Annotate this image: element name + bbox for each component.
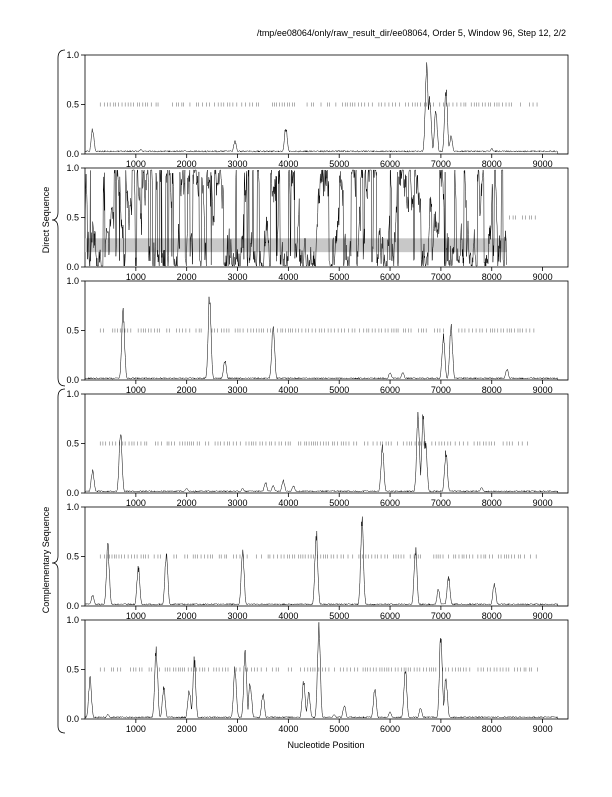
x-tick-label: 4000 bbox=[278, 611, 299, 621]
x-tick-label: 3000 bbox=[227, 272, 248, 282]
x-tick-label: 2000 bbox=[176, 385, 197, 395]
x-tick-label: 4000 bbox=[278, 272, 299, 282]
series-line bbox=[85, 412, 568, 493]
x-tick-label: 2000 bbox=[176, 724, 197, 734]
x-tick-label: 1000 bbox=[125, 272, 146, 282]
x-tick-label: 9000 bbox=[532, 385, 553, 395]
x-tick-label: 5000 bbox=[329, 272, 350, 282]
group-label-complementary: Complementary Sequence bbox=[41, 506, 51, 614]
brace-direct bbox=[52, 50, 65, 386]
y-tick-label: 0.5 bbox=[66, 325, 79, 336]
x-tick-label: 1000 bbox=[125, 159, 146, 169]
panel-frame bbox=[85, 394, 568, 493]
x-tick-label: 4000 bbox=[278, 159, 299, 169]
x-tick-label: 3000 bbox=[227, 724, 248, 734]
x-tick-label: 5000 bbox=[329, 385, 350, 395]
x-tick-label: 5000 bbox=[329, 724, 350, 734]
panel-6 bbox=[66, 615, 568, 734]
y-tick-label: 0.0 bbox=[66, 601, 79, 611]
panel-2 bbox=[66, 163, 568, 282]
x-tick-label: 6000 bbox=[380, 385, 401, 395]
series-line bbox=[85, 297, 568, 380]
x-tick-label: 8000 bbox=[481, 385, 502, 395]
y-tick-label: 1.0 bbox=[66, 615, 79, 625]
x-tick-label: 8000 bbox=[481, 724, 502, 734]
x-tick-label: 7000 bbox=[430, 498, 451, 508]
series-line bbox=[85, 517, 568, 606]
x-tick-label: 3000 bbox=[227, 159, 248, 169]
panels bbox=[66, 50, 568, 734]
x-tick-label: 1000 bbox=[125, 611, 146, 621]
x-tick-label: 7000 bbox=[430, 272, 451, 282]
x-tick-label: 9000 bbox=[532, 272, 553, 282]
x-tick-label: 9000 bbox=[532, 159, 553, 169]
group-label-direct: Direct Sequence bbox=[41, 186, 51, 254]
x-tick-label: 5000 bbox=[329, 498, 350, 508]
x-tick-label: 5000 bbox=[329, 159, 350, 169]
x-tick-label: 4000 bbox=[278, 498, 299, 508]
y-tick-label: 0.0 bbox=[66, 714, 79, 724]
x-tick-label: 9000 bbox=[532, 498, 553, 508]
y-tick-label: 0.5 bbox=[66, 212, 79, 223]
x-tick-label: 4000 bbox=[278, 385, 299, 395]
x-tick-label: 7000 bbox=[430, 611, 451, 621]
x-tick-label: 6000 bbox=[380, 159, 401, 169]
x-tick-label: 7000 bbox=[430, 159, 451, 169]
x-tick-label: 6000 bbox=[380, 611, 401, 621]
y-tick-label: 0.5 bbox=[66, 99, 79, 110]
y-tick-label: 0.5 bbox=[66, 551, 79, 562]
x-tick-label: 1000 bbox=[125, 498, 146, 508]
x-tick-label: 2000 bbox=[176, 611, 197, 621]
panel-1 bbox=[66, 50, 568, 169]
panel-4 bbox=[66, 389, 568, 508]
y-tick-label: 0.0 bbox=[66, 375, 79, 385]
y-tick-label: 1.0 bbox=[66, 50, 79, 60]
y-tick-label: 0.0 bbox=[66, 262, 79, 272]
x-tick-label: 3000 bbox=[227, 498, 248, 508]
y-tick-label: 1.0 bbox=[66, 389, 79, 399]
brace-complementary bbox=[52, 389, 65, 733]
x-tick-label: 8000 bbox=[481, 498, 502, 508]
y-tick-label: 0.0 bbox=[66, 488, 79, 498]
y-tick-label: 0.5 bbox=[66, 664, 79, 675]
x-tick-label: 6000 bbox=[380, 724, 401, 734]
x-tick-label: 2000 bbox=[176, 498, 197, 508]
x-tick-label: 5000 bbox=[329, 611, 350, 621]
x-tick-label: 8000 bbox=[481, 611, 502, 621]
x-tick-label: 6000 bbox=[380, 498, 401, 508]
x-tick-label: 9000 bbox=[532, 724, 553, 734]
series-line bbox=[85, 622, 568, 719]
y-tick-label: 0.5 bbox=[66, 438, 79, 449]
y-tick-label: 1.0 bbox=[66, 163, 79, 173]
x-tick-label: 4000 bbox=[278, 724, 299, 734]
x-tick-label: 3000 bbox=[227, 385, 248, 395]
x-tick-label: 2000 bbox=[176, 159, 197, 169]
y-tick-label: 1.0 bbox=[66, 276, 79, 286]
x-tick-label: 9000 bbox=[532, 611, 553, 621]
x-tick-label: 7000 bbox=[430, 385, 451, 395]
x-tick-label: 1000 bbox=[125, 724, 146, 734]
x-tick-label: 2000 bbox=[176, 272, 197, 282]
panel-frame bbox=[85, 55, 568, 154]
x-tick-label: 6000 bbox=[380, 272, 401, 282]
x-tick-label: 7000 bbox=[430, 724, 451, 734]
x-tick-label: 8000 bbox=[481, 159, 502, 169]
figure-title: /tmp/ee08064/only/raw_result_dir/ee08064, Order 5, Window 96, Step 12, 2/2 bbox=[256, 28, 566, 38]
x-tick-label: 3000 bbox=[227, 611, 248, 621]
y-tick-label: 0.0 bbox=[66, 149, 79, 159]
x-axis-label: Nucleotide Position bbox=[287, 740, 365, 750]
series-line bbox=[85, 62, 568, 154]
y-tick-label: 1.0 bbox=[66, 502, 79, 512]
x-tick-label: 1000 bbox=[125, 385, 146, 395]
x-tick-label: 8000 bbox=[481, 272, 502, 282]
panel-3 bbox=[66, 276, 568, 395]
panel-5 bbox=[66, 502, 568, 621]
